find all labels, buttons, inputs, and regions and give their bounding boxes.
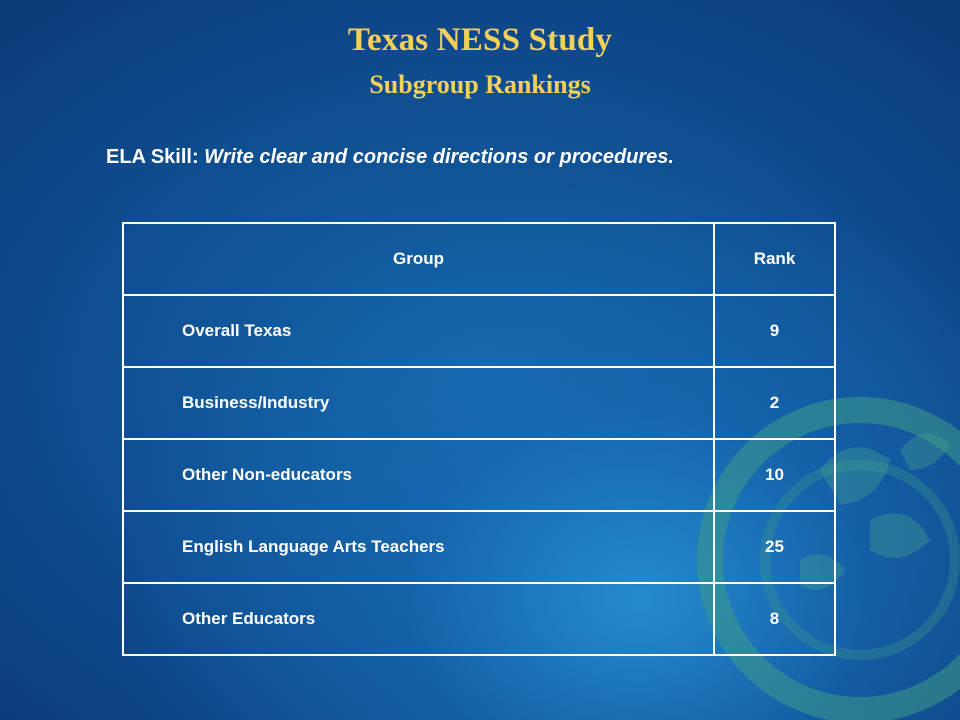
slide-subtitle: Subgroup Rankings [369,70,591,99]
table-row [123,295,835,367]
skill-description: Write clear and concise directions or procedures. [204,146,674,168]
rank-cell: 10 [714,439,835,511]
rank-cell: 25 [714,511,835,583]
table-row [123,439,835,511]
subgroup-rankings-table [122,222,836,656]
table-row [123,583,835,655]
group-cell: Other Non-educators [123,439,714,511]
group-cell: Other Educators [123,583,714,655]
rank-cell: 2 [714,367,835,439]
skill-label: ELA Skill: [106,146,199,168]
slide-title: Texas NESS Study [347,22,613,58]
rank-cell: 8 [714,583,835,655]
group-cell: English Language Arts Teachers [123,511,714,583]
group-cell: Overall Texas [123,295,714,367]
group-cell: Business/Industry [123,367,714,439]
column-header-group: Group [123,223,714,295]
table-header-row [123,223,835,295]
ela-skill-line [106,146,674,169]
column-header-rank: Rank [714,223,835,295]
table-row [123,511,835,583]
rank-cell: 9 [714,295,835,367]
table-row [123,367,835,439]
